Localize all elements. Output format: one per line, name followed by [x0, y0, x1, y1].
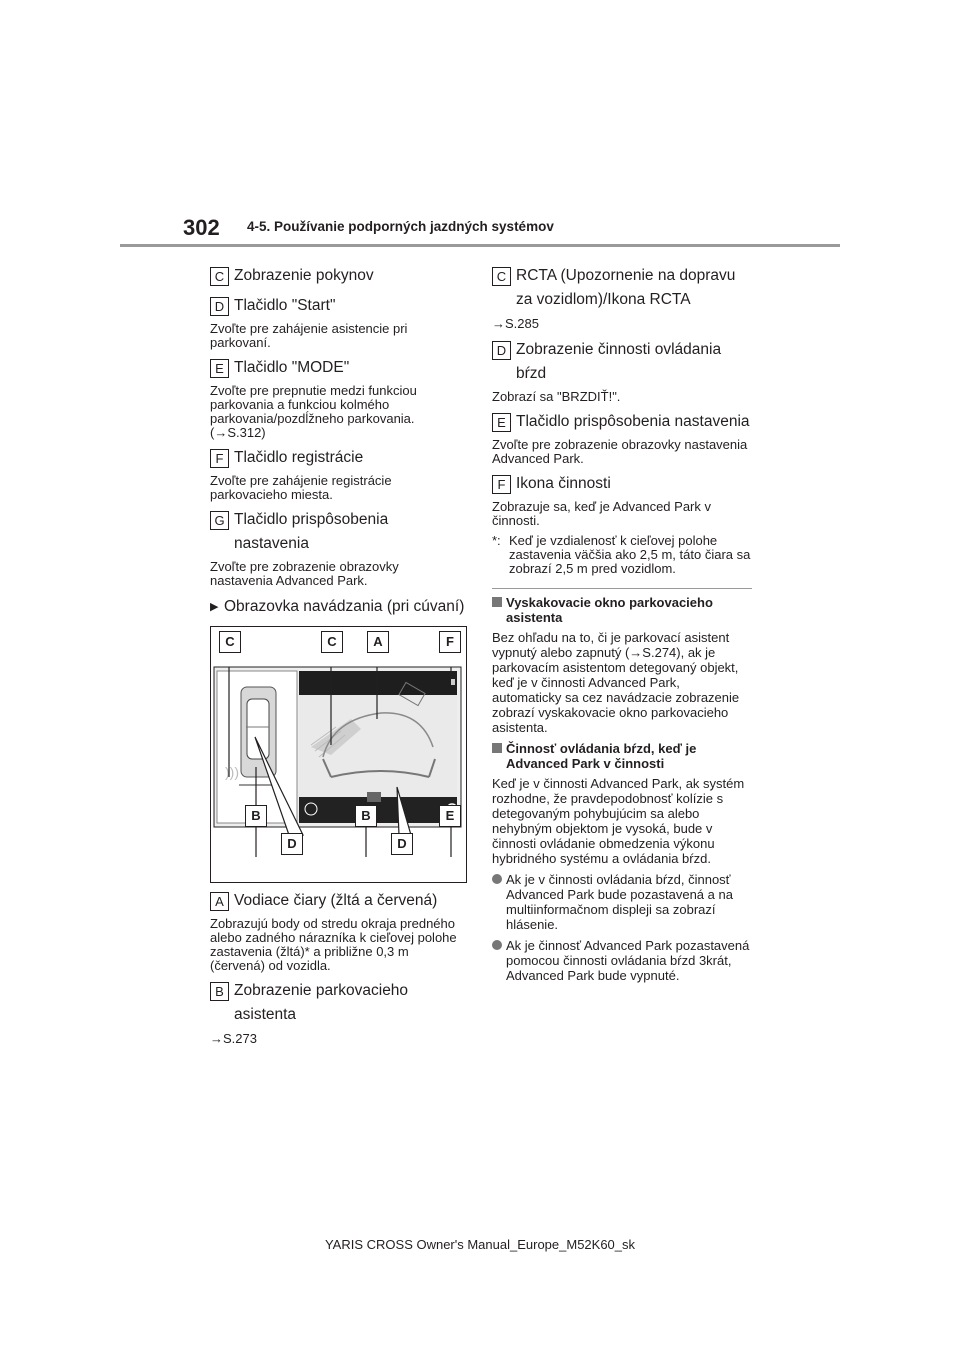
legend-item — [210, 264, 465, 288]
legend-item — [492, 264, 752, 312]
legend-item-title: Zobrazenie pokynov — [234, 267, 374, 284]
guidance-screen-illustration — [211, 627, 466, 882]
legend-letter-box: B — [210, 982, 229, 1001]
footnote-mark: *: — [492, 533, 501, 548]
legend-item-description: Zvoľte pre zobrazenie obrazovky nastavenia Advanced Park. — [492, 437, 748, 466]
legend-item-description: Zvoľte pre prepnutie medzi funkciou parkovania a funkciou kolmého parkovania/pozdĺžneho parkovania. (→S.312) — [210, 383, 417, 440]
legend-item-description: Zobrazuje sa, keď je Advanced Park v činnosti. — [492, 499, 711, 528]
figure-label-a: A — [367, 631, 389, 653]
legend-item-description: Zvoľte pre zahájenie registrácie parkovacieho miesta. — [210, 473, 392, 502]
section-heading-brake-text: Činnosť ovládania bŕzd, keď je Advanced Park v činnosti — [506, 741, 697, 771]
figure-label-b2: B — [355, 805, 377, 827]
subheading — [210, 596, 465, 618]
figure-label-c2: C — [321, 631, 343, 653]
legend-letter-box: A — [210, 892, 229, 911]
legend-item — [492, 410, 752, 434]
legend-item-title: Tlačidlo "Start" — [234, 297, 336, 314]
legend-item-title: Tlačidlo "MODE" — [234, 359, 350, 376]
page-number: 302 — [183, 215, 220, 240]
guidance-screen-figure — [210, 626, 467, 883]
legend-letter-box: G — [210, 511, 229, 530]
legend-letter-box: F — [210, 449, 229, 468]
legend-item — [492, 338, 752, 386]
legend-item-title: Tlačidlo prispôsobenia nastavenia — [234, 511, 389, 552]
figure-label-d2: D — [391, 833, 413, 855]
figure-label-c1: C — [219, 631, 241, 653]
right-items — [492, 264, 752, 528]
legend-item-description: Zobrazí sa "BRZDIŤ!". — [492, 389, 621, 404]
legend-item — [210, 979, 465, 1027]
legend-item — [210, 508, 465, 556]
header-divider — [120, 244, 840, 247]
square-bullet-icon — [492, 597, 502, 607]
legend-item-title: Zobrazenie parkovacieho asistenta — [234, 982, 409, 1023]
legend-letter-box: D — [492, 341, 511, 360]
figure-label-f: F — [439, 631, 461, 653]
svg-text:))): ))) — [225, 764, 239, 780]
legend-letter-box: C — [210, 267, 229, 286]
legend-item-title: Zobrazenie činnosti ovládania bŕzd — [516, 341, 722, 382]
section-heading-brake — [492, 741, 752, 771]
circle-bullet-icon — [492, 874, 502, 884]
legend-letter-box: F — [492, 475, 511, 494]
legend-item — [210, 889, 465, 913]
bullet-item — [492, 938, 752, 983]
legend-item-title: Ikona činnosti — [516, 475, 611, 492]
section-title: 4-5. Používanie podporných jazdných systémov — [247, 219, 554, 234]
right-column — [492, 258, 752, 983]
circle-bullet-icon — [492, 940, 502, 950]
legend-item-title: Tlačidlo prispôsobenia nastavenia — [516, 413, 750, 430]
legend-letter-box: E — [492, 413, 511, 432]
legend-item-description: Zobrazujú body od stredu okraja predného alebo zadného nárazníka k cieľovej polohe zastavenia (žltá)* a približne 0,3 m (červená) od vozidla. — [210, 916, 457, 973]
footnote — [492, 534, 752, 576]
subheading-text: Obrazovka navádzania (pri cúvaní) — [224, 598, 465, 615]
bullet-text: Ak je v činnosti ovládania bŕzd, činnosť Advanced Park bude pozastavená a na multiinformačnom displeji sa zobrazí hlásenie. — [506, 872, 733, 932]
legend-item-title: Tlačidlo registrácie — [234, 449, 364, 466]
legend-item — [210, 356, 465, 380]
figure-label-e: E — [439, 805, 461, 827]
bullet-text: Ak je činnosť Advanced Park pozastavená pomocou činnosti ovládania bŕzd 3krát, Advanced Park bude vypnuté. — [506, 938, 750, 983]
section-heading-popup-text: Vyskakovacie okno parkovacieho asistenta — [506, 595, 713, 625]
footer-text: YARIS CROSS Owner's Manual_Europe_M52K60_sk — [324, 1237, 636, 1252]
legend-item — [492, 472, 752, 496]
left-items-top — [210, 264, 465, 588]
legend-item-title: RCTA (Upozornenie na dopravu za vozidlom)/Ikona RCTA — [516, 267, 736, 308]
section-popup-body: Bez ohľadu na to, či je parkovací asistent vypnutý alebo zapnutý (→S.274), ak je parkovacím asistentom detegovaný objekt, keď je v činnosti Advanced Park, automaticky sa cez navádzacie zobrazenie zobrazí vyskakovacie okno parkovacieho asistenta. — [492, 630, 740, 735]
section-brake-body: Keď je v činnosti Advanced Park, ak systém rozhodne, že pravdepodobnosť kolízie s detegovaným pohybujúcim sa alebo nehybným objektom je vysoká, bude v činnosti ovládanie obmedzenia výkonu hybridného systému a ovládania bŕzd. — [492, 776, 745, 866]
legend-item — [210, 294, 465, 318]
square-bullet-icon — [492, 743, 502, 753]
figure-label-b1: B — [245, 805, 267, 827]
legend-item-description: Zvoľte pre zobrazenie obrazovky nastavenia Advanced Park. — [210, 559, 399, 588]
legend-letter-box: E — [210, 359, 229, 378]
legend-letter-box: D — [210, 297, 229, 316]
page-reference: →S.285 — [492, 316, 539, 331]
left-items-bottom — [210, 889, 465, 1047]
figure-label-d1: D — [281, 833, 303, 855]
page-reference: →S.273 — [210, 1031, 257, 1046]
footnote-text: Keď je vzdialenosť k cieľovej polohe zastavenia väčšia ako 2,5 m, táto čiara sa zobrazí 2,5 m pred vozidlom. — [509, 533, 751, 576]
bullet-item — [492, 872, 752, 932]
section-heading-popup — [492, 595, 752, 625]
legend-item — [210, 446, 465, 470]
arrow-right-icon: ▶ — [210, 601, 219, 613]
legend-item-description: Zvoľte pre zahájenie asistencie pri parkovaní. — [210, 321, 408, 350]
section-divider — [492, 588, 752, 589]
legend-item-title: Vodiace čiary (žltá a červená) — [234, 892, 438, 909]
legend-letter-box: C — [492, 267, 511, 286]
left-column — [210, 258, 465, 1051]
